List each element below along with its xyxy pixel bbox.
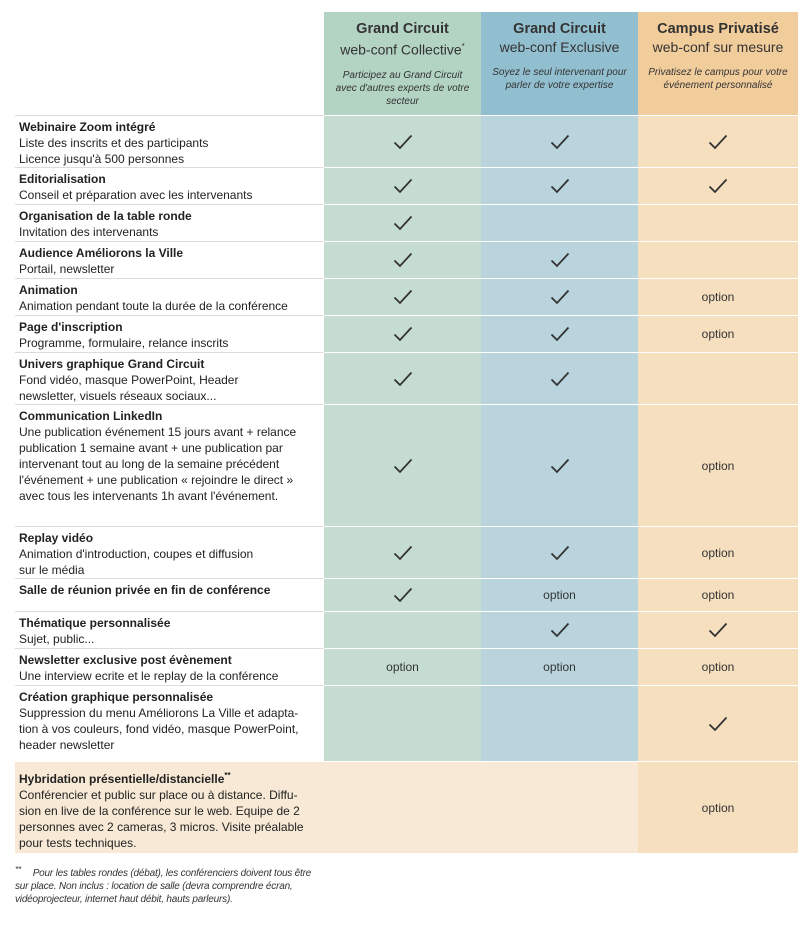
column-header-2 xyxy=(481,12,638,115)
column-header-1 xyxy=(324,12,481,115)
feature-title: Webinaire Zoom intégré xyxy=(19,120,156,134)
feature-cell xyxy=(481,278,638,315)
feature-description: Conférencier et public sur place ou à distance. Diffu- sion en live de la conférence sur le web. Equipe de 2 personnes avec 2 cameras, 3 micros. Visite préalable pour tests techniques. xyxy=(19,788,304,850)
feature-cell xyxy=(638,204,798,241)
check-icon xyxy=(550,134,570,150)
feature-label xyxy=(15,352,324,404)
feature-title: Newsletter exclusive post évènement xyxy=(19,653,232,667)
feature-cell xyxy=(638,278,798,315)
feature-title: Audience Améliorons la Ville xyxy=(19,246,184,260)
feature-title-mark: ** xyxy=(224,771,231,780)
check-icon xyxy=(550,545,570,561)
feature-label xyxy=(15,648,324,685)
feature-description: Liste des inscrits et des participants Licence jusqu'à 500 personnes xyxy=(19,136,209,166)
feature-cell xyxy=(481,241,638,278)
feature-cell xyxy=(638,761,798,853)
column-title: Grand Circuit xyxy=(513,21,606,37)
option-label: option xyxy=(701,327,735,341)
feature-description: Fond vidéo, masque PowerPoint, Header newsletter, visuels réseaux sociaux... xyxy=(19,373,239,403)
feature-description: Une interview ecrite et le replay de la conférence xyxy=(19,669,279,683)
feature-cell xyxy=(324,611,481,648)
check-icon xyxy=(393,326,413,342)
feature-cell xyxy=(324,241,481,278)
feature-label xyxy=(15,115,324,167)
feature-description: Une publication événement 15 jours avant + relance publication 1 semaine avant + une publication par intervenant tout au long de la semaine précédent l'événement + une publication « rejoindre le direct » avec tous les intervenants 1h avant l'événement. xyxy=(19,425,297,503)
check-icon xyxy=(393,587,413,603)
check-icon xyxy=(393,545,413,561)
column-subtitle xyxy=(481,38,638,56)
feature-label xyxy=(15,241,324,278)
feature-title: Replay vidéo xyxy=(19,531,94,545)
feature-description: Portail, newsletter xyxy=(19,262,115,276)
option-label: option xyxy=(701,800,735,815)
feature-label xyxy=(15,526,324,578)
feature-cell xyxy=(638,526,798,578)
feature-cell xyxy=(481,315,638,352)
feature-cell xyxy=(638,352,798,404)
feature-label xyxy=(15,685,324,761)
feature-cell xyxy=(481,115,638,167)
feature-cell xyxy=(324,315,481,352)
feature-description: Animation pendant toute la durée de la conférence xyxy=(19,299,288,313)
option-label: option xyxy=(701,588,735,602)
feature-title: Organisation de la table ronde xyxy=(19,209,192,223)
feature-cell xyxy=(638,315,798,352)
feature-cell xyxy=(324,352,481,404)
feature-label xyxy=(15,761,324,853)
check-icon xyxy=(393,371,413,387)
feature-cell xyxy=(481,611,638,648)
feature-cell xyxy=(481,167,638,204)
check-icon xyxy=(393,252,413,268)
check-icon xyxy=(550,371,570,387)
footnote xyxy=(15,863,315,906)
feature-cell xyxy=(638,648,798,685)
column-subtitle-text: web-conf Exclusive xyxy=(499,39,620,55)
column-subtitle-text: web-conf Collective xyxy=(340,41,462,58)
feature-cell-empty xyxy=(324,761,638,853)
feature-cell xyxy=(481,578,638,611)
feature-title: Editorialisation xyxy=(19,172,106,186)
feature-cell xyxy=(638,404,798,526)
check-icon xyxy=(550,458,570,474)
feature-cell xyxy=(638,685,798,761)
feature-description: Programme, formulaire, relance inscrits xyxy=(19,336,229,350)
check-icon xyxy=(708,134,728,150)
option-label: option xyxy=(386,660,419,674)
feature-cell xyxy=(481,404,638,526)
feature-description: Conseil et préparation avec les intervenants xyxy=(19,188,253,202)
feature-cell xyxy=(324,685,481,761)
feature-cell xyxy=(481,526,638,578)
comparison-table xyxy=(15,12,798,853)
feature-title xyxy=(19,768,320,787)
feature-cell xyxy=(638,167,798,204)
feature-title-text: Hybridation présentielle/distancielle xyxy=(19,772,225,786)
check-icon xyxy=(708,178,728,194)
column-tagline: Participez au Grand Circuit avec d'autres experts de votre secteur xyxy=(335,69,470,107)
column-subtitle-text: web-conf sur mesure xyxy=(652,39,784,55)
feature-cell xyxy=(324,167,481,204)
column-title: Campus Privatisé xyxy=(657,21,779,37)
column-tagline: Privatisez le campus pour votre événement personnalisé xyxy=(648,67,788,91)
option-label: option xyxy=(543,588,576,602)
feature-cell xyxy=(324,404,481,526)
feature-cell xyxy=(324,578,481,611)
option-label: option xyxy=(701,660,735,674)
feature-description: Suppression du menu Améliorons La Ville et adapta- tion à vos couleurs, fond vidéo, masque PowerPoint, header newsletter xyxy=(19,706,299,752)
check-icon xyxy=(550,252,570,268)
feature-title: Thématique personnalisée xyxy=(19,616,171,630)
check-icon xyxy=(550,178,570,194)
feature-label xyxy=(15,578,324,611)
option-label: option xyxy=(543,660,576,674)
feature-cell xyxy=(481,685,638,761)
feature-cell xyxy=(324,115,481,167)
feature-cell xyxy=(324,526,481,578)
option-label: option xyxy=(701,290,735,304)
feature-description: Invitation des intervenants xyxy=(19,225,159,239)
feature-title: Univers graphique Grand Circuit xyxy=(19,357,205,371)
feature-cell xyxy=(324,278,481,315)
feature-cell xyxy=(324,204,481,241)
feature-title: Animation xyxy=(19,283,78,297)
feature-label xyxy=(15,404,324,526)
feature-cell xyxy=(638,115,798,167)
check-icon xyxy=(393,178,413,194)
check-icon xyxy=(550,622,570,638)
footnote-text: Pour les tables rondes (débat), les conférenciers doivent tous être sur place. Non inclus : location de salle (devra comprendre écran, vidéoprojecteur, internet haut débit, hauts parleurs). xyxy=(15,868,312,906)
check-icon xyxy=(393,458,413,474)
check-icon xyxy=(708,622,728,638)
column-title: Grand Circuit xyxy=(356,21,449,37)
feature-title: Page d'inscription xyxy=(19,320,123,334)
column-mark: * xyxy=(461,42,465,51)
feature-label xyxy=(15,611,324,648)
feature-title: Salle de réunion privée en fin de conférence xyxy=(19,583,271,597)
feature-cell xyxy=(481,648,638,685)
column-tagline: Soyez le seul intervenant pour parler de votre expertise xyxy=(492,67,627,91)
feature-label xyxy=(15,167,324,204)
check-icon xyxy=(393,289,413,305)
header-spacer xyxy=(15,12,324,115)
feature-cell xyxy=(481,352,638,404)
check-icon xyxy=(550,289,570,305)
feature-cell xyxy=(638,578,798,611)
feature-label xyxy=(15,204,324,241)
column-subtitle xyxy=(638,38,798,56)
feature-title: Communication LinkedIn xyxy=(19,409,163,423)
feature-description: Sujet, public... xyxy=(19,632,95,646)
feature-label xyxy=(15,315,324,352)
check-icon xyxy=(708,716,728,732)
check-icon xyxy=(393,215,413,231)
feature-label xyxy=(15,278,324,315)
option-label: option xyxy=(701,545,735,560)
option-label: option xyxy=(701,458,735,473)
footnote-mark: ** xyxy=(15,864,22,874)
column-header-3 xyxy=(638,12,798,115)
feature-title: Création graphique personnalisée xyxy=(19,690,214,704)
feature-description: Animation d'introduction, coupes et diffusion sur le média xyxy=(19,547,254,577)
feature-cell xyxy=(481,204,638,241)
check-icon xyxy=(393,134,413,150)
feature-cell xyxy=(324,648,481,685)
check-icon xyxy=(550,326,570,342)
feature-cell xyxy=(638,611,798,648)
column-subtitle xyxy=(324,38,481,59)
feature-cell xyxy=(638,241,798,278)
